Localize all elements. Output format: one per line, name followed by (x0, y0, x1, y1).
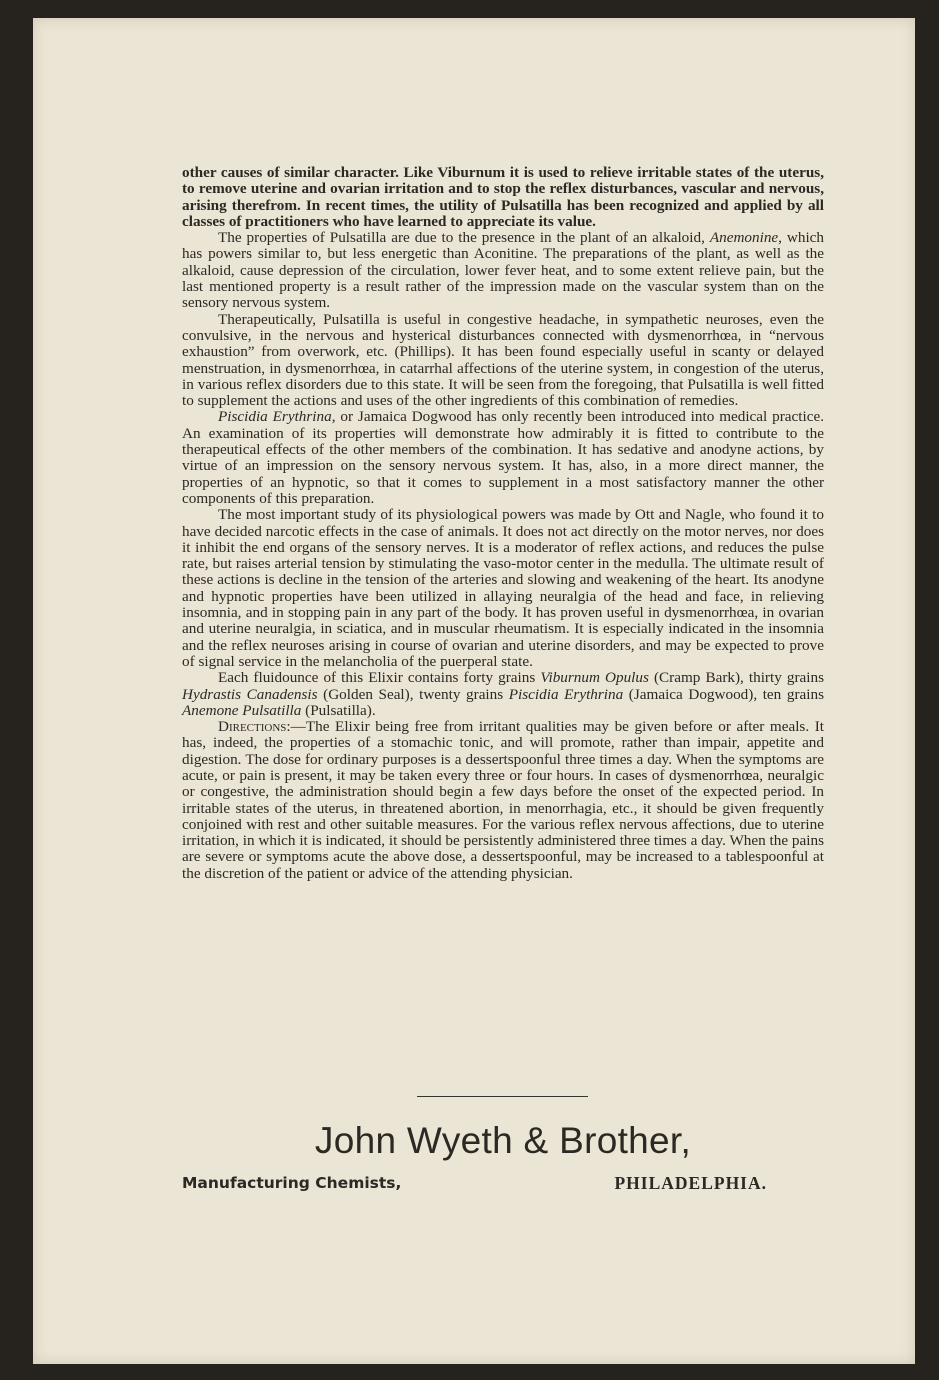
paragraph-directions (182, 719, 824, 882)
paragraph-pulsatilla-intro (182, 165, 824, 230)
paragraph-text: (Jamaica Dogwood), ten grains (623, 685, 824, 703)
paragraph-text: Each fluidounce of this Elixir contains forty grains (218, 669, 541, 687)
paragraph-text: or Jamaica Dogwood has only recently been introduced into medical practice. An examination of its properties will demonstrate how admirably it is fitted to contribute to the therapeutical effects of the other members of the combination. It has sedative and anodyne actions, by virtue of an impression on the sensory nervous system. It has, also, in a more direct manner, the properties of an hypnotic, so that it comes to supplement in a most satisfactory manner the other components of this preparation. (182, 408, 824, 507)
company-city: PHILADELPHIA. (614, 1173, 767, 1193)
document-page (33, 18, 915, 1364)
paragraph-text: (Cramp Bark), thirty grains (648, 669, 824, 687)
company-name: John Wyeth & Brother, (314, 1120, 692, 1161)
company-tagline: Manufacturing Chemists, (182, 1174, 402, 1192)
directions-heading: Directions (218, 718, 287, 736)
italic-term: Viburnum Opulus (540, 669, 649, 687)
divider (417, 1096, 588, 1097)
paragraph-text: The properties of Pulsatilla are due to the presence in the plant of an alkaloid, (218, 229, 710, 247)
paragraph-text: :—The Elixir being free from irritant qualities may be given before or after meals. It has, indeed, the properties of a stomachic tonic, and will promote, rather than impair, appetite and digestion. The dose for ordinary purposes is a dessertspoonful three times a day. When the symptoms are acute, or pain is present, it may be taken every three or four hours. In cases of dysmenorrhœa, neuralgic or congestive, the administration should begin a few days before the onset of the expected period. In irritable states of the uterus, in threatened abortion, in menorrhagia, etc., it should be given frequently conjoined with rest and other suitable measures. For the various reflex nervous affections, due to uterine irritation, in which it is indicated, it should be persistently administered three times a day. When the pains are severe or symptoms acute the above dose, a dessertspoonful, may be increased to a tablespoonful at the discretion of the patient or advice of the attending physician. (182, 718, 824, 882)
paragraph-physiology (182, 507, 824, 670)
italic-term: Hydrastis Canadensis (182, 685, 318, 703)
paragraph-composition (182, 670, 824, 719)
italic-term: Piscidia Erythrina (508, 685, 624, 703)
paragraph-piscidia (182, 409, 824, 507)
paragraph-text: Therapeutically, Pulsatilla is useful in congestive headache, in sympathetic neuroses, even the convulsive, in the nervous and hysterical disturbances connected with dysmenorrhœa, in “nervous exhaustion” from overwork, etc. (Phillips). It has been found especially useful in scanty or delayed menstruation, in dysmenorrhœa, in catarrhal affections of the uterine system, in congestion of the uterus, in various reflex disorders due to this state. It will be seen from the foregoing, that Pulsatilla is well fitted to supplement the actions and uses of the other ingredients of this combination of remedies. (182, 310, 824, 410)
paragraph-text: which has powers similar to, but less energetic than Aconitine. The preparations of the plant, as well as the alkaloid, cause depression of the circulation, lower fever heat, and to some extent relieve pain, but the last mentioned property is a result rather of the impression made on the vascular system than on the sensory nervous system. (182, 229, 824, 312)
italic-term: Anemone Pulsatilla (182, 701, 302, 719)
paragraph-text: (Golden Seal), twenty grains (317, 685, 509, 703)
body-text (182, 165, 824, 882)
paragraph-text: other causes of similar character. Like Viburnum it is used to relieve irritable states of the uterus, to remove uterine and ovarian irritation and to stop the reflex disturbances, vascular and nervous, arising therefrom. In recent times, the utility of Pulsatilla has been recognized and applied by all classes of practitioners who have learned to appreciate its value. (182, 164, 824, 230)
italic-term: Piscidia Erythrina, (218, 408, 336, 426)
paragraph-text: (Pulsatilla). (301, 701, 376, 719)
paragraph-therapeutics (182, 312, 824, 410)
paragraph-text: The most important study of its physiological powers was made by Ott and Nagle, who found it to have decided narcotic effects in the case of animals. It does not act directly on the motor nerves, nor does it inhibit the end organs of the sensory nerves. It is a moderator of reflex actions, and reduces the pulse rate, but raises arterial tension by stimulating the vaso-motor center in the medulla. The ultimate result of these actions is decline in the tension of the arteries and slowing and weakening of the heart. Its anodyne and hypnotic properties have been utilized in allaying neuralgia of the head and face, in relieving insomnia, and in stopping pain in any part of the body. It has proven useful in dysmenorrhœa, in ovarian and uterine neuralgia, in sciatica, and in muscular rheumatism. It is especially indicated in the insomnia and the reflex neuroses arising in course of ovarian and uterine disorders, and may be expected to prove of signal service in the melancholia of the puerperal state. (182, 506, 824, 670)
italic-term: Anemonine, (709, 229, 782, 247)
paragraph-pulsatilla-properties (182, 230, 824, 311)
